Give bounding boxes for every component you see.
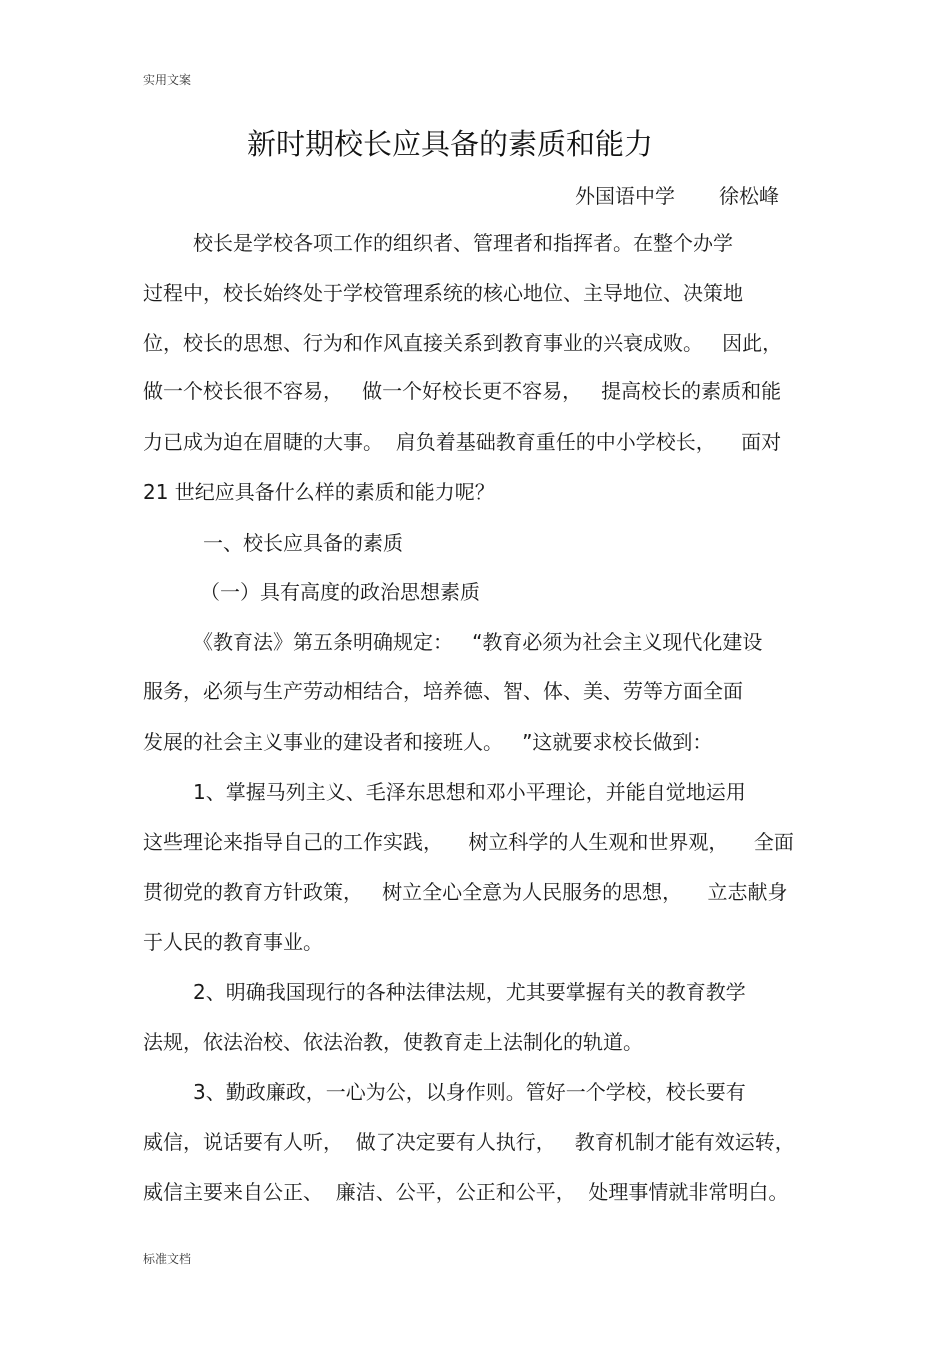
paragraph-law-line-3: 发展的社会主义事业的建设者和接班人。 ”这就要求校长做到： (143, 730, 713, 754)
paragraph-intro-line-6: 21 世纪应具备什么样的素质和能力呢？ (143, 480, 495, 504)
item-2-line-1: 2、明确我国现行的各种法律法规，尤其要掌握有关的教育教学 (193, 980, 746, 1004)
paragraph-intro-line-5: 力已成为迫在眉睫的大事。 肩负着基础教育重任的中小学校长， 面对 (143, 430, 782, 454)
item-1-line-4: 于人民的教育事业。 (143, 930, 323, 954)
item-1-line-1: 1、掌握马列主义、毛泽东思想和邓小平理论，并能自觉地运用 (193, 780, 746, 804)
section-heading-1: 一、校长应具备的素质 (203, 531, 403, 555)
page-header: 实用文案 (143, 73, 192, 87)
item-3-line-3: 威信主要来自公正、 廉洁、公平，公正和公平， 处理事情就非常明白。 (143, 1180, 789, 1204)
paragraph-law-line-1: 《教育法》第五条明确规定： “教育必须为社会主义现代化建设 (193, 630, 763, 654)
paragraph-intro-line-2: 过程中，校长始终处于学校管理系统的核心地位、主导地位、决策地 (143, 281, 743, 305)
page-footer: 标准文档 (143, 1252, 192, 1266)
item-1-line-2: 这些理论来指导自己的工作实践， 树立科学的人生观和世界观， 全面 (143, 830, 794, 854)
item-1-line-3: 贯彻党的教育方针政策， 树立全心全意为人民服务的思想， 立志献身 (143, 880, 788, 904)
item-2-line-2: 法规，依法治校、依法治教，使教育走上法制化的轨道。 (143, 1030, 643, 1054)
document-title: 新时期校长应具备的素质和能力 (246, 127, 653, 161)
author-name: 徐松峰 (719, 184, 779, 208)
paragraph-intro-line-1: 校长是学校各项工作的组织者、管理者和指挥者。在整个办学 (193, 231, 733, 255)
author-affiliation: 外国语中学 (575, 184, 675, 208)
paragraph-law-line-2: 服务，必须与生产劳动相结合，培养德、智、体、美、劳等方面全面 (143, 679, 743, 703)
paragraph-intro-line-4: 做一个校长很不容易， 做一个好校长更不容易， 提高校长的素质和能 (143, 379, 782, 403)
item-3-line-1: 3、勤政廉政，一心为公，以身作则。管好一个学校，校长要有 (193, 1080, 746, 1104)
item-3-line-2: 威信，说话要有人听， 做了决定要有人执行， 教育机制才能有效运转， (143, 1130, 795, 1154)
author-line (575, 180, 779, 209)
subsection-heading-1: （一）具有高度的政治思想素质 (200, 580, 480, 604)
paragraph-intro-line-3: 位，校长的思想、行为和作风直接关系到教育事业的兴衰成败。 因此， (143, 331, 783, 355)
